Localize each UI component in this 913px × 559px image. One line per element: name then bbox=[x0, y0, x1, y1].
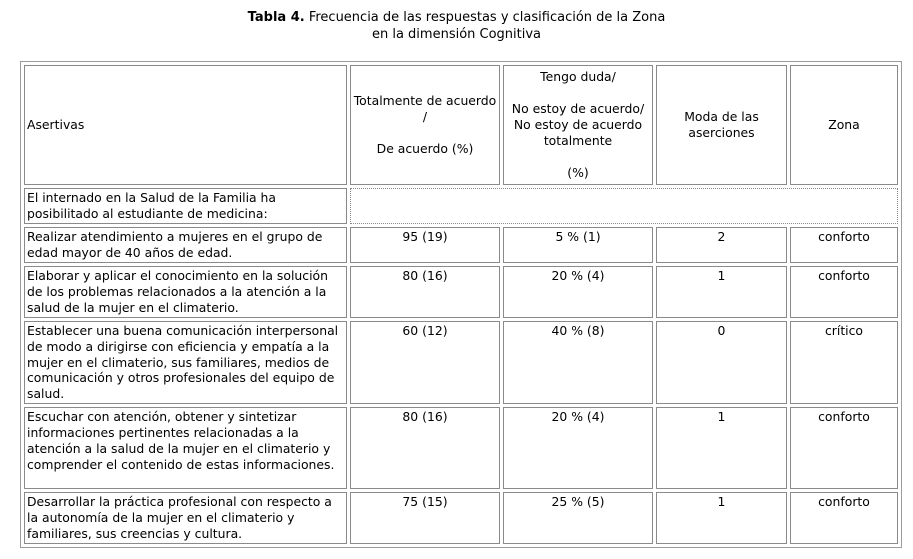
header-duda-line bbox=[506, 149, 650, 165]
cell-acuerdo: 80 (16) bbox=[350, 266, 500, 318]
header-zona: Zona bbox=[790, 65, 898, 185]
caption-line-2: en la dimensión Cognitiva bbox=[371, 27, 542, 42]
group-filler bbox=[350, 188, 898, 224]
cell-moda: 1 bbox=[656, 492, 787, 544]
cell-asertiva: Desarrollar la práctica profesional con respecto a la autonomía de la mujer en el climaterio y familiares, sus creencias y cultura. bbox=[24, 492, 347, 544]
cell-zona: conforto bbox=[790, 266, 898, 318]
cell-asertiva: Escuchar con atención, obtener y sintetizar informaciones pertinentes relacionadas a la atención a la salud de la mujer en el climaterio y comprender el contenido de estas informaciones. bbox=[24, 407, 347, 489]
table-row bbox=[24, 227, 898, 263]
table-row bbox=[24, 492, 898, 544]
cell-zona: conforto bbox=[790, 492, 898, 544]
cell-asertiva: Elaborar y aplicar el conocimiento en la solución de los problemas relacionados a la atención a la salud de la mujer en el climaterio. bbox=[24, 266, 347, 318]
cell-moda: 1 bbox=[656, 266, 787, 318]
header-moda: Moda de las aserciones bbox=[656, 65, 787, 185]
cell-zona: conforto bbox=[790, 227, 898, 263]
header-acuerdo bbox=[350, 65, 500, 185]
header-asertivas: Asertivas bbox=[24, 65, 347, 185]
header-duda-line: Tengo duda/ bbox=[540, 69, 616, 85]
cell-moda: 0 bbox=[656, 321, 787, 405]
cell-moda: 1 bbox=[656, 407, 787, 489]
cell-asertiva: Realizar atendimiento a mujeres en el grupo de edad mayor de 40 años de edad. bbox=[24, 227, 347, 263]
header-duda-line bbox=[506, 85, 650, 101]
cell-zona: crítico bbox=[790, 321, 898, 405]
table-caption bbox=[0, 9, 913, 43]
group-label: El internado en la Salud de la Familia ha posibilitado al estudiante de medicina: bbox=[24, 188, 347, 224]
cell-duda: 20 % (4) bbox=[503, 407, 653, 489]
cell-acuerdo: 80 (16) bbox=[350, 407, 500, 489]
caption-line-1 bbox=[0, 9, 913, 26]
cell-acuerdo: 75 (15) bbox=[350, 492, 500, 544]
cell-acuerdo: 60 (12) bbox=[350, 321, 500, 405]
table-row bbox=[24, 266, 898, 318]
header-duda bbox=[503, 65, 653, 185]
cell-acuerdo: 95 (19) bbox=[350, 227, 500, 263]
header-acuerdo-line bbox=[353, 125, 497, 141]
cell-duda: 25 % (5) bbox=[503, 492, 653, 544]
header-duda-line: (%) bbox=[567, 164, 589, 180]
cell-zona: conforto bbox=[790, 407, 898, 489]
header-row bbox=[24, 65, 898, 185]
header-acuerdo-line: Totalmente de acuerdo / bbox=[353, 93, 497, 125]
cell-duda: 20 % (4) bbox=[503, 266, 653, 318]
cell-asertiva: Establecer una buena comunicación interpersonal de modo a dirigirse con eficiencia y empatía a la mujer en el climaterio, sus familiares, medios de comunicación y otros profesionales del equipo de salud. bbox=[24, 321, 347, 405]
group-row bbox=[24, 188, 898, 224]
table-row bbox=[24, 321, 898, 405]
cell-duda: 40 % (8) bbox=[503, 321, 653, 405]
caption-title: Frecuencia de las respuestas y clasificación de la Zona bbox=[308, 10, 666, 25]
cell-duda: 5 % (1) bbox=[503, 227, 653, 263]
cell-moda: 2 bbox=[656, 227, 787, 263]
frequency-table bbox=[20, 61, 902, 548]
header-duda-line: No estoy de acuerdo/ No estoy de acuerdo totalmente bbox=[511, 101, 645, 148]
caption-label: Tabla 4. bbox=[247, 10, 305, 25]
table-row bbox=[24, 407, 898, 489]
header-acuerdo-line: De acuerdo (%) bbox=[376, 140, 474, 156]
